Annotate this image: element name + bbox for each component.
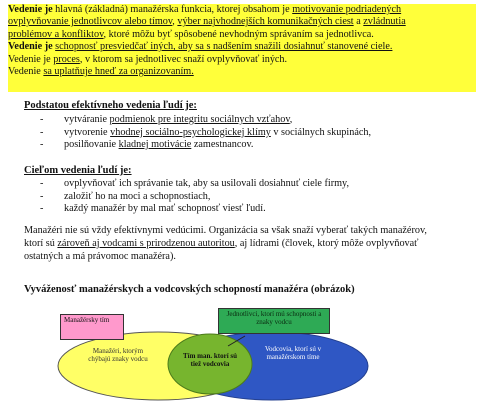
underlined-text: zvládnutia <box>363 16 406 28</box>
list-item: - založiť ho na moci a schopnostiach, <box>40 191 349 204</box>
definition-line-1 <box>8 4 476 16</box>
term-vedenie: Vedenie je <box>8 4 53 15</box>
text-span: , v ktorom sa jednotlivec snaží ovplyvňovať iných. <box>79 53 288 65</box>
text-span: , <box>172 16 178 28</box>
goal-list <box>40 178 349 216</box>
list-item: - každý manažér by mal mať schopnosť viesť ľudí. <box>40 203 349 216</box>
goal-heading: Cieľom vedenia ľudí je: <box>24 165 132 176</box>
essence-list <box>40 114 371 152</box>
label-team-managers-leaders: Tím man. ktorí sú tiež vodcovia <box>182 352 238 368</box>
managers-paragraph <box>24 225 470 263</box>
text-span: ktorí sú <box>24 237 58 249</box>
text-span: posilňovanie <box>64 139 119 151</box>
list-item <box>40 127 371 140</box>
essence-heading: Podstatou efektívneho vedenia ľudí je: <box>24 100 197 111</box>
text-span: zamestnancov. <box>191 139 254 151</box>
text-span: a <box>353 16 364 28</box>
term-vedenie: Vedenie je <box>8 41 53 53</box>
text-span: , aj lídrami (človek, ktorý môže ovplyvňovať <box>234 237 419 249</box>
definition-highlight-box <box>8 4 476 92</box>
text-span: vytváranie <box>64 114 110 125</box>
definition-line-3 <box>8 29 476 41</box>
text-span: v sociálnych skupinách, <box>270 126 371 138</box>
list-item <box>40 114 371 127</box>
text-span: Vedenie je <box>8 53 54 65</box>
underlined-text: proces <box>53 53 80 65</box>
underlined-text: sa uplatňuje hneď za organizovaním. <box>43 66 194 78</box>
underlined-text: vhodnej sociálno-psychologickej klímy <box>110 126 271 138</box>
text-span: vytvorenie <box>64 126 111 138</box>
venn-figure <box>40 302 370 402</box>
label-leaders-in-team: Vodcovia, ktorí sú v manažérskom tíme <box>264 345 322 361</box>
underlined-text: výber najvhodnejších komunikačných ciest <box>177 16 354 28</box>
definition-line-6 <box>8 66 476 78</box>
text-span: hlavná (základná) manažérska funkcia, ktorej obsahom je <box>52 4 293 15</box>
label-managers-without-leadership: Manažéri, ktorým chýbajú znaky vodcu <box>88 347 148 363</box>
text-span: , ktoré môžu byť spôsobené nevhodným správaním sa jednotlivca. <box>103 28 374 40</box>
underlined-text: zároveň aj vodcami s prirodzenou autoritou <box>57 237 235 249</box>
definition-line-4 <box>8 41 476 53</box>
figure-title: Vyváženosť manažérskych a vodcovských schopností manažéra (obrázok) <box>24 284 355 295</box>
underlined-text: problémov a konfliktov <box>8 28 104 40</box>
underlined-text: kladnej motivácie <box>118 139 192 151</box>
list-item <box>40 139 371 152</box>
text-span: Vedenie <box>8 66 44 78</box>
definition-line-5 <box>8 54 476 66</box>
text-span: , <box>289 114 293 125</box>
text-span: ostatných a má právomoc manažéra). <box>24 250 176 262</box>
text-span: Manažéri nie sú vždy efektívnymi vedúcimi. Organizácia sa však snaží vyberať takých manažérov, <box>24 225 427 236</box>
list-item: - ovplyvňovať ich správanie tak, aby sa usilovali dosiahnuť ciele firmy, <box>40 178 349 191</box>
callout-managerial-team: Manažérsky tím <box>60 314 124 340</box>
definition-line-2 <box>8 16 476 28</box>
callout-individuals-leaders: Jednotlivci, ktorí mú schopnosti a znaky vodcu <box>218 308 330 334</box>
underlined-text: motivovanie podriadených <box>292 4 402 15</box>
underlined-text: schopnosť presviedčať iných, aby sa s nadšením snažili dosiahnuť stanovené ciele. <box>55 41 393 53</box>
underlined-text: podmienok pre integritu sociálnych vzťahov <box>109 114 290 125</box>
underlined-text: ovplyvňovanie jednotlivcov alebo tímov <box>8 16 173 28</box>
